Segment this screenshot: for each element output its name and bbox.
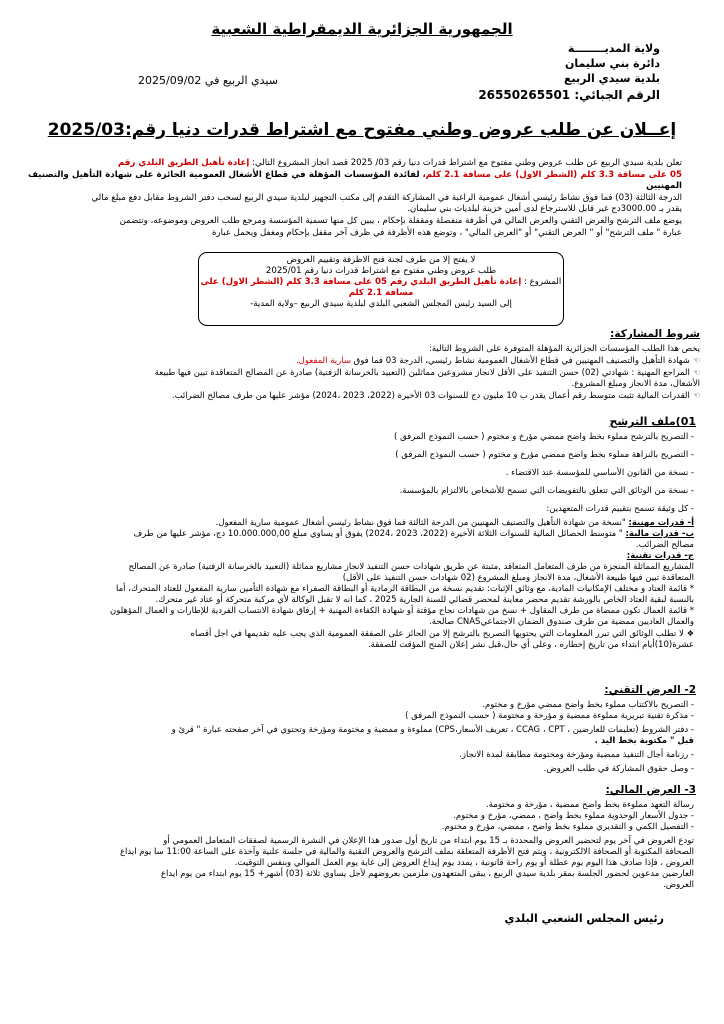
deposit-line: العروض. — [663, 880, 694, 890]
condition-item: ☜شهادة التأهيل والتصنيف المهنيين في قطاع الأشغال العمومية نشاط رئيسي، الدرجة 03 فما فوق سارية المفعول. — [295, 356, 700, 366]
fin-title: 3- العرض المالي: — [605, 784, 696, 796]
intro-paragraph — [28, 158, 682, 239]
technical-capacity-label: ج- قدرات تقنية: — [626, 551, 694, 561]
baladia-line: بلدية سيدي الربيع — [563, 72, 660, 85]
tech-block — [26, 700, 694, 775]
file-item: - كل وثيقة تسمح بتقييم قدرات المتعهدين: — [26, 504, 694, 515]
technical-line: والعمال العاديين ممضية من طرف صندوق الضمان الاجتماعيCNAS صالحة. — [429, 617, 694, 627]
technical-line: عشرة(10)أيام ابتداء من تاريخ إخطاره ، وعلى أي حال،قبل نشر إعلان المنح المؤقت للصفقة. — [367, 640, 694, 650]
fin-item: رسالة التعهد مملوءة بخط واضح ممضية ، مؤرخة و مختومة. — [486, 800, 694, 810]
intro-line: الدرجة الثالثة (03) فما فوق نشاط رئيسي أشغال عمومية الراغبة في المشاركة التقدم إلى مكتب التجهيز لبلدية سيدي الربيع لسحب دفتر الشروط مقابل دفع مبلغ مالي — [91, 192, 682, 203]
tech-item: - وصل حقوق المشاركة في طلب العروض. — [26, 764, 694, 775]
conditions-block — [26, 344, 700, 402]
condition-item: ☜القدرات المالية تثبت متوسط رقم أعمال يقدر ب 10 مليون دج للسنوات 03 الأخيرة (2022، 2023 ،2024) مؤشر عليها من طرف مصالح الضرائب. — [171, 391, 700, 401]
check-icon: ☜ — [692, 391, 700, 400]
professional-capacity: أ- قدرات مهنية: "نسخة من شهادة التأهيل والتصنيف المهنيين من الدرجة الثالثة فما فوق نشاط رئيسي أشغال عمومية سارية المفعول. — [215, 518, 694, 528]
file-item: - التصريح بالنزاهة مملوء بخط واضح ممضي مؤرخ و مختوم ( حسب النموذج المرفق ) — [26, 450, 694, 461]
box-line: إلى السيد رئيس المجلس الشعبي البلدي لبلدية سيدي الربيع –ولاية المدية- — [250, 299, 512, 309]
conditions-intro: يخص هذا الطلب المؤسسات الجزائرية المؤهلة المتوفرة على الشروط التالية: — [429, 344, 700, 354]
fin-item: - جدول الأسعار الوحدوية مملوء بخط واضح ، ممضي، مؤرخ و مختوم. — [26, 811, 694, 822]
financial-capacity: ب- قدرات مالية: " متوسط الحصائل المالية للسنوات الثلاثة الأخيرة (2022، 2023 ،2024) يفوق أو يساوي مبلغ 10.000.000,00 دج، مؤشر عليها من طرف — [133, 529, 694, 539]
deposit-line: الصحافة المكتوبة أو الصحافة الالكترونية ، ويتم فتح الأظرفة المتعلقة بملف الترشح والعروض التقنية والمالية في جلسة علنية وآخذة على الساعة 11:00 سا يوم ايداع — [119, 847, 694, 857]
intro-line: تعلن بلدية سيدي الربيع عن طلب عروض وطني مفتوح مع اشتراط قدرات دنيا رقم 03/ 2025 قصد انجاز المشروع التالي: إعادة تأهيل الطريق البلدي رقم — [118, 158, 682, 168]
intro-line: يوضع ملف الترشح والعرض التقني والعرض المالي في أظرفة منفصلة ومقفلة بإحكام ، يبين كل منها تسمية المؤسسة ومرجع طلب العروض وموضوعه، وتتضمن — [119, 215, 682, 226]
fin-item: - التفصيل الكمي و التقديري مملوء بخط واضح ، ممضي، مؤرخ و مختوم. — [26, 822, 694, 833]
intro-line: عبارة " ملف الترشح" أو " العرض التقني" أو "العرض المالي" ، وتوضع هذه الأظرفة في ظرف آخر مقفل بإحكام ومغفل ويحمل عبارة — [211, 227, 682, 238]
republic-heading: الجمهورية الجزائرية الديمقراطية الشعبية — [211, 20, 513, 38]
tech-item: - رزنامة أجال التنفيذ ممضية ومؤرخة ومختومة مطابقة لمدة الانجاز. — [26, 750, 694, 761]
condition-item: ☜المراجع المهنية : شهادتي (02) حسن التنفيذ على الأقل لانجاز مشروعين مماثلين (التعبيد بالخرسانة الزفتية) صادرة عن المصالح المتعاقدة تبين فيها طبيعة — [154, 368, 700, 378]
box-line: لا يفتح إلا من طرف لجنة فتح الاظرفة وتقييم العروض — [286, 255, 476, 265]
signature-title: رئيس المجلس الشعبي البلدي — [504, 912, 664, 925]
conditions-title: شروط المشاركة: — [610, 328, 700, 340]
check-icon: ☜ — [692, 368, 700, 377]
intro-line: 05 على مسافة 3.3 كلم (الشطر الاول) على مسافة 2.1 كلم، لفائدة المؤسسات المؤهلة في قطاع الأشغال العمومية الحائزة على شهادة التأهيل والتصنيف المهنيين — [28, 169, 682, 192]
technical-line: * قائمة العتاد و مختلف الإمكانيات المادية، مع وثائق الإثبات: تقديم نسخة من البطاقة الرمادية أو البطاقة الصفراء مع شهادة التأمين سارية المفعول للعتاد المتحرك، أما — [116, 584, 694, 594]
condition-item-cont: الأشغال، مدة الانجاز ومبلغ المشروع. — [571, 379, 700, 389]
technical-line: المشاريع المماثلة المنجزة من طرف المتعامل المتعاقد ,مثبتة عن طريق شهادات حسن التنفيذ لانجاز مشاريع مماثلة (التعبيد بالخرسانة الزفتية) صادرة عن المصالح — [128, 562, 694, 572]
file-item: - نسخة من الوثائق التي تتعلق بالتفويضات التي تسمح للأشخاص بالالتزام بالمؤسسة. — [26, 486, 694, 497]
intro-line: يقدر بـ 3000.00دج غير قابل للاسترجاع لدى أمين خزينة لبلديات بني سليمان. — [407, 204, 682, 215]
technical-line: ❖لا تطلب الوثائق التي تبرر المعلومات التي يحتويها التصريح بالترشح إلا من الحائز على الصفقة العمومية الذي يجب عليه تقديمها في اجل أقصاه — [190, 629, 694, 639]
announcement-title: إعــلان عن طلب عروض وطني مفتوح مع اشتراط قدرات دنيا رقم:2025/03 — [47, 120, 677, 140]
bullet-diamond-icon: ❖ — [686, 629, 694, 638]
tax-number: الرقم الجبائي: 26550265501 — [478, 88, 660, 102]
tech-item: - دفتر الشروط (تعليمات للعارضين ، CCAG ، CPT ، تعريف الأسعار،CPS) مملوءة و ممضية و مختومة ومؤرخة وتحتوي في آخر صفحته عبارة " قرئ و — [26, 725, 694, 736]
file-block — [26, 432, 694, 651]
box-line: المشروع : إعادة تأهيل الطريق البلدي رقم 05 على مسافة 3.3 كلم (الشطر الاول) على مسافة 2.1 كلم — [200, 277, 562, 298]
check-icon: ☜ — [692, 356, 700, 365]
fin-block — [26, 800, 694, 891]
file-item: - نسخة من القانون الأساسي للمؤسسة عند الاقتضاء . — [26, 468, 694, 479]
financial-capacity-cont: مصالح الضرائب. — [635, 540, 694, 550]
tech-item: - مذكرة تقنية تبريرية مملوءة ممضية و مؤرخة و مختومة ( حسب النموذج المرفق ) — [26, 711, 694, 722]
deposit-line: تودع العروض في آخر يوم لتحضير العروض والمحددة بـ 15 يوم ابتداء من تاريخ أول صدور هذا الإعلان في النشرة الرسمية لصفقات المتعامل العمومي أو — [163, 836, 694, 846]
tech-item-cont: قبل " مكتوبة بخط اليد . — [594, 736, 694, 746]
box-line: طلب عروض وطني مفتوح مع اشتراط قدرات دنيا رقم 2025/01 — [265, 266, 497, 276]
place-date: سيدي الربيع في 2025/09/02 — [138, 74, 278, 87]
envelope-label-box — [198, 252, 564, 326]
technical-line: * قائمة العمال تكون ممضاة من طرف المقاول + نسخ من شهادات نجاح مؤقتة أو شهادة الكفاءة المهنية + إرفاق شهادة الانتساب الفردية للإطارات و العمال المؤهلون — [109, 606, 694, 616]
deposit-line: العروض ، فإذا صادف هذا اليوم يوم عطلة أو يوم راحة قانونية ، يمدد يوم إيداع العروض إلى غاية يوم العمل الموالي وبنفس التوقيت. — [234, 858, 694, 868]
file-item: - التصريح بالترشح مملوء بخط واضح ممضي مؤرخ و مختوم ( حسب النموذج المرفق ) — [26, 432, 694, 443]
wilaya-line: ولاية المديــــــــة — [567, 42, 660, 55]
tech-item: - التصريح بالاكتتاب مملوء بخط واضح ممضي مؤرخ و مختوم. — [26, 700, 694, 711]
technical-line: المتعاقدة تبين فيها طبيعة الأشغال، مدة الانجاز ومبلغ المشروع (02 شهادات حسن التنفيذ على الأقل) — [342, 573, 694, 583]
file-title: 01)ملف الترشح — [609, 415, 696, 428]
daira-line: دائرة بني سليمان — [565, 57, 660, 70]
technical-line: بالنسبة لبقية العتاد الخاص بالورشة تقديم محضر معاينة لمحضر قضائي للسنة الجارية 2025 ، كما انه لا تقبل الوكالة لأي مركبة متحركة أو عتاد غير متحرك. — [155, 595, 694, 605]
tech-title: 2- العرض التقني: — [604, 684, 696, 696]
deposit-line: العارضين مدعوين لحضور الجلسة بمقر بلدية سيدي الربيع ، يبقى المتعهدون ملزمين بعروضهم لأجل يساوي ثلاثة (03) أشهر+ 15 يوم ابتداء من يوم ايداع — [160, 869, 694, 879]
